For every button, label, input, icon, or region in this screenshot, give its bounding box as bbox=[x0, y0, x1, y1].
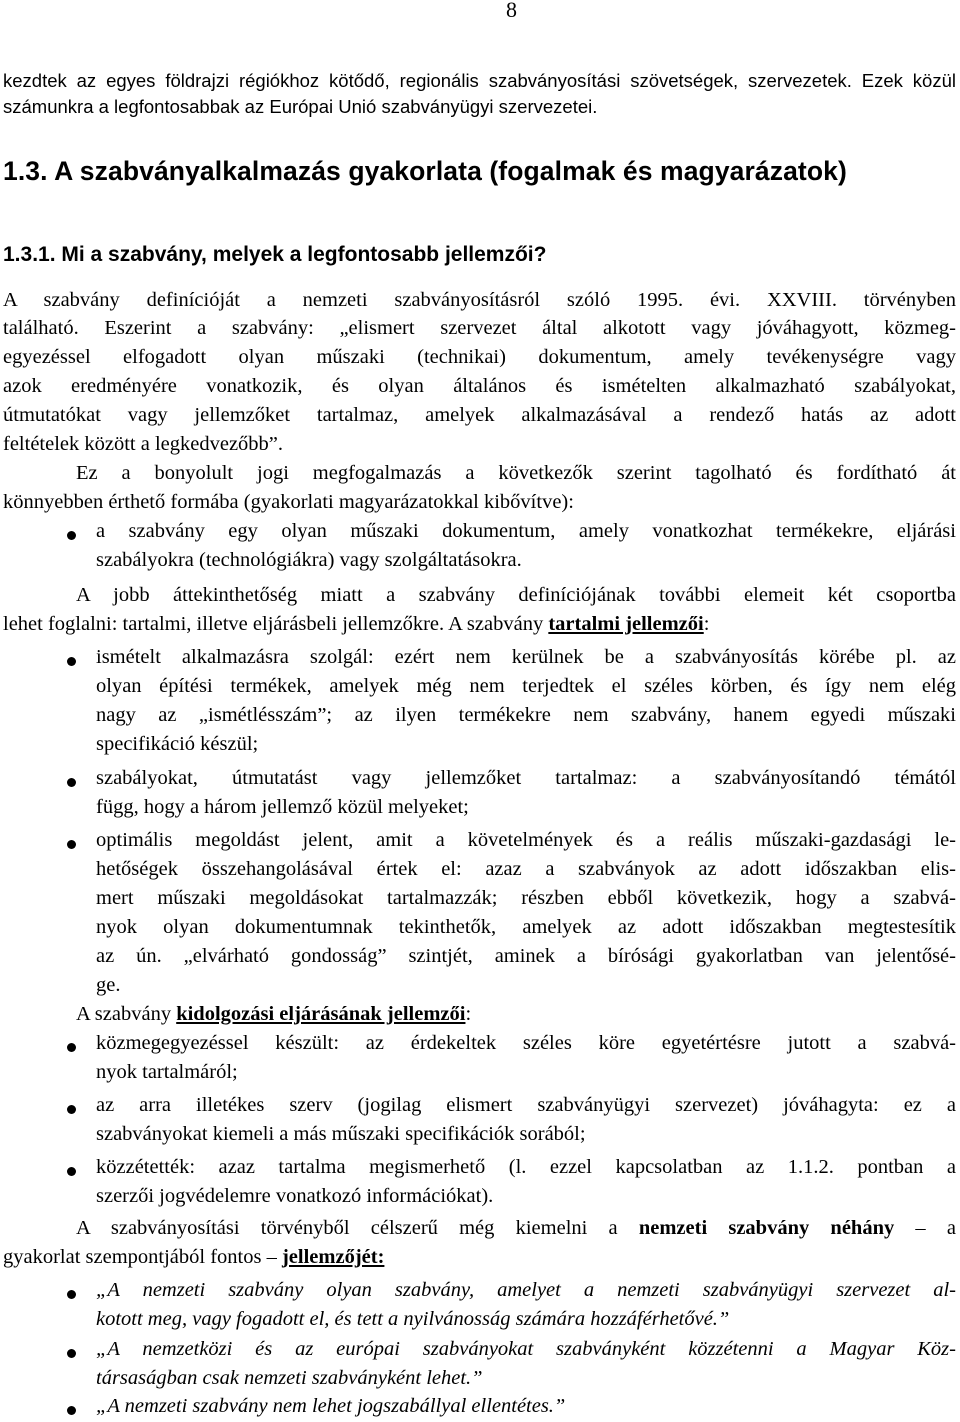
bullet-icon bbox=[67, 840, 76, 849]
bullet-doc-line-1: a szabvány egy olyan műszaki dokumentum, amely vonatkozhat termékekre, eljárási bbox=[96, 520, 956, 542]
bullet-icon bbox=[67, 1290, 76, 1299]
content-b3-line-4: nyok olyan dokumentumnak tekinthetők, amelyek az adott időszakban megtestesítik bbox=[96, 916, 956, 938]
content-b1-line-4: specifikáció készül; bbox=[96, 733, 259, 755]
definition-line-5: útmutatókat vagy jellemzőket tartalmaz, amelyek alkalmazásával a rendező hatás az adott bbox=[3, 404, 956, 426]
procedure-b3-line-1: közzétették: azaz tartalma megismerhető (l. ezzel kapcsolatban az 1.1.2. pontban a bbox=[96, 1156, 956, 1178]
content-b1-line-2: olyan építési termékek, amelyek még nem terjedtek el széles körben, és így nem elég bbox=[96, 675, 956, 697]
quote-b1-line-1: „A nemzeti szabvány olyan szabvány, amelyet a nemzeti szabványügyi szervezet al- bbox=[96, 1279, 956, 1301]
content-b2-line-1: szabályokat, útmutatást vagy jellemzőket tartalmaz: a szabványosítandó témától bbox=[96, 767, 956, 789]
bullet-icon bbox=[67, 657, 76, 666]
definition-line-3: egyezéssel elfogadott olyan műszaki (technikai) dokumentum, amely tevékenységre vagy bbox=[3, 346, 956, 368]
content-b3-line-6: ge. bbox=[96, 974, 121, 996]
subsection-heading: 1.3.1. Mi a szabvány, melyek a legfontosabb jellemzői? bbox=[3, 243, 547, 266]
procedure-b2-line-2: szabványokat kiemeli a más műszaki specifikációk sorából; bbox=[96, 1123, 586, 1145]
procedure-intro: A szabvány kidolgozási eljárásának jellemzői: bbox=[76, 1003, 472, 1025]
overview-line-1: A jobb áttekinthetőség miatt a szabvány definíciójának további elemeit két csoportba bbox=[76, 584, 956, 606]
bullet-icon bbox=[67, 1043, 76, 1052]
definition-line-1: A szabvány definícióját a nemzeti szabványosításról szóló 1995. évi. XXVIII. törvényben bbox=[3, 289, 956, 311]
intro-line-2: számunkra a legfontosabbak az Európai Unió szabványügyi szervezetei. bbox=[3, 96, 598, 117]
bullet-icon bbox=[67, 1105, 76, 1114]
bullet-icon bbox=[67, 531, 76, 540]
law-line-2: gyakorlat szempontjából fontos – jellemzőjét: bbox=[3, 1246, 385, 1268]
national-standard-features-label: jellemzőjét: bbox=[281, 1246, 385, 1268]
law-line-1: A szabványosítási törvényből célszerű még kiemelni a nemzeti szabvány néhány – a bbox=[76, 1217, 956, 1239]
content-b2-line-2: függ, hogy a három jellemző közül melyeket; bbox=[96, 796, 469, 818]
definition-line-6: feltételek között a legkedvezőbb”. bbox=[3, 433, 284, 455]
bullet-icon bbox=[67, 1167, 76, 1176]
content-b3-line-1: optimális megoldást jelent, amit a követelmények és a reális műszaki-gazdasági le- bbox=[96, 829, 956, 851]
quote-b3-line-1: „A nemzeti szabvány nem lehet jogszabállyal ellentétes.” bbox=[96, 1395, 566, 1417]
page-number: 8 bbox=[506, 0, 517, 22]
procedure-b3-line-2: szerzői jogvédelemre vonatkozó információkat). bbox=[96, 1185, 494, 1207]
procedure-features-label: kidolgozási eljárásának jellemzői bbox=[176, 1003, 466, 1025]
procedure-b1-line-1: közmegegyezéssel készült: az érdekeltek széles köre egyetértésre jutott a szabvá- bbox=[96, 1032, 956, 1054]
quote-b2-line-2: társaságban csak nemzeti szabványként lehet.” bbox=[96, 1367, 483, 1389]
quote-b1-line-2: kotott meg, vagy fogadott el, és tett a nyilvánosság számára hozzáférhetővé.” bbox=[96, 1308, 730, 1330]
definition-line-4: azok eredményére vonatkozik, és olyan általános és ismételten alkalmazható szabályokat, bbox=[3, 375, 956, 397]
explain-line-2: könnyebben érthető formába (gyakorlati magyarázatokkal kibővítve): bbox=[3, 491, 574, 513]
definition-line-2: található. Eszerint a szabvány: „elismert szervezet által alkotott vagy jóváhagyott, közmeg- bbox=[3, 317, 956, 339]
quote-b2-line-1: „A nemzetközi és az európai szabványokat szabványként közzétenni a Magyar Köz- bbox=[96, 1338, 956, 1360]
bullet-icon bbox=[67, 778, 76, 787]
bullet-doc-line-2: szabályokra (technológiákra) vagy szolgáltatásokra. bbox=[96, 549, 522, 571]
section-heading: 1.3. A szabványalkalmazás gyakorlata (fogalmak és magyarázatok) bbox=[3, 156, 847, 186]
procedure-b2-line-1: az arra illetékes szerv (jogilag elismert szabványügyi szervezet) jóváhagyta: ez a bbox=[96, 1094, 956, 1116]
intro-line-1: kezdtek az egyes földrajzi régiókhoz kötődő, regionális szabványosítási szövetségek, szervezetek. Ezek közül bbox=[3, 70, 956, 91]
overview-line-2: lehet foglalni: tartalmi, illetve eljárásbeli jellemzőkre. A szabvány tartalmi jellemzői: bbox=[3, 613, 710, 635]
content-b1-line-3: nagy az „ismétlésszám”; az ilyen termékekre nem szabvány, hanem egyedi műszaki bbox=[96, 704, 956, 726]
content-b3-line-5: az ún. „elvárható gondosság” szintjét, aminek a bírósági gyakorlatban van jelentősé- bbox=[96, 945, 956, 967]
content-b3-line-3: mert műszaki megoldásokat tartalmazzák; részben ebből következik, hogy a szabvá- bbox=[96, 887, 956, 909]
bullet-icon bbox=[67, 1406, 76, 1415]
bullet-icon bbox=[67, 1349, 76, 1358]
procedure-b1-line-2: nyok tartalmáról; bbox=[96, 1061, 238, 1083]
content-features-label: tartalmi jellemzői bbox=[548, 613, 704, 635]
explain-line-1: Ez a bonyolult jogi megfogalmazás a következők szerint tagolható és fordítható át bbox=[76, 462, 956, 484]
content-b1-line-1: ismételt alkalmazásra szolgál: ezért nem kerülnek be a szabványosítás körébe pl. az bbox=[96, 646, 956, 668]
content-b3-line-2: hetőségek összehangolásával értek el: azaz a szabványok az adott időszakban elis- bbox=[96, 858, 956, 880]
